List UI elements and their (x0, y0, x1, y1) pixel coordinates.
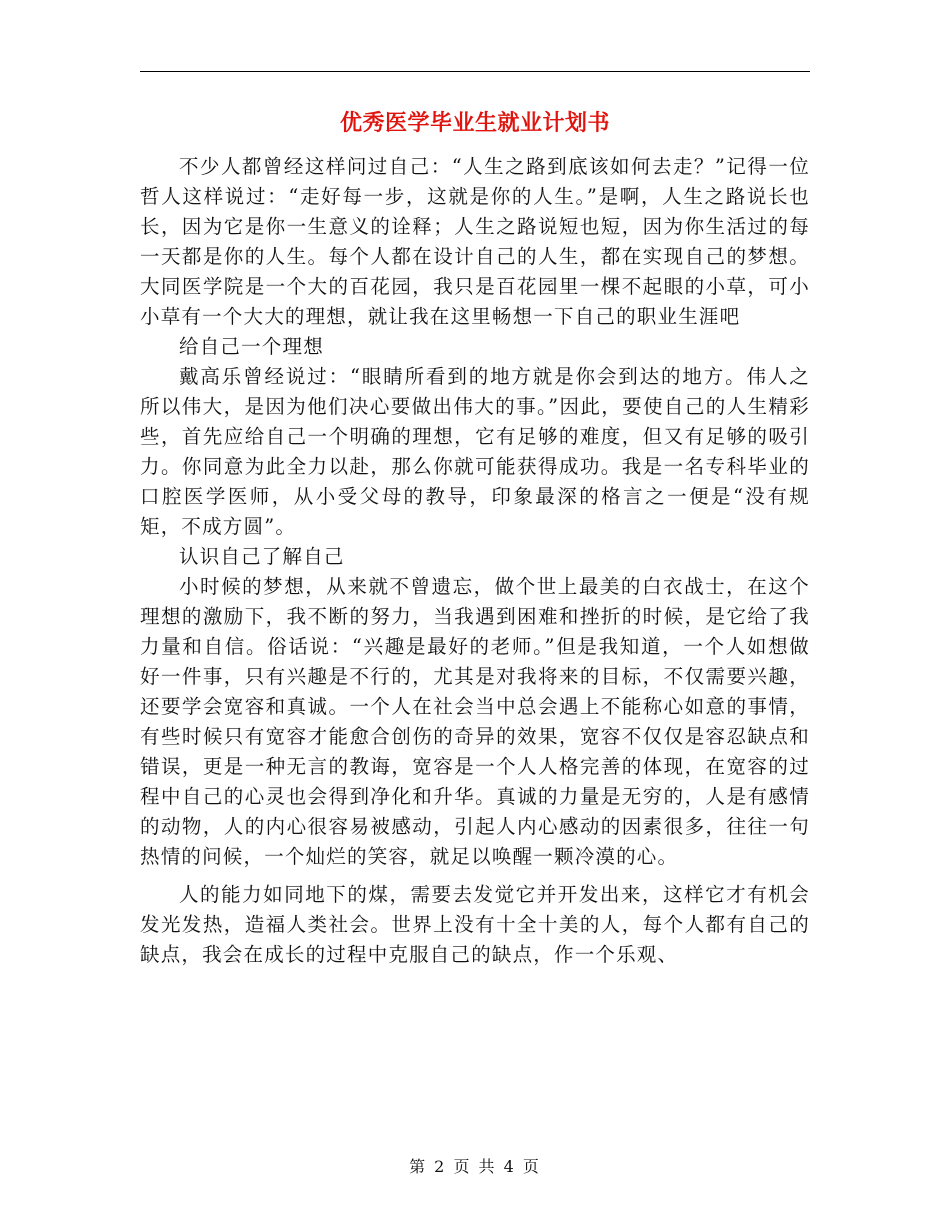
paragraph-ideal: 戴高乐曾经说过：“眼睛所看到的地方就是你会到达的地方。伟人之所以伟大，是因为他们决心要做出伟大的事。”因此，要使自己的人生精彩些，首先应给自己一个明确的理想，它有足够的难度，但又有足够的吸引力。你同意为此全力以赴，那么你就可能获得成功。我是一名专科毕业的口腔医学医师，从小受父母的教导，印象最深的格言之一便是“没有规矩，不成方圆”。 (140, 365, 810, 538)
paragraph-self-knowledge: 小时候的梦想，从来就不曾遗忘，做个世上最美的白衣战士，在这个理想的激励下，我不断的努力，当我遇到困难和挫折的时候，是它给了我力量和自信。俗话说：“兴趣是最好的老师。”但是我知道，一个人如想做好一件事，只有兴趣是不行的，尤其是对我将来的目标，不仅需要兴趣，还要学会宽容和真诚。一个人在社会当中总会遇上不能称心如意的事情，有些时候只有宽容才能愈合创伤的奇异的效果，宽容不仅仅是容忍缺点和错误，更是一种无言的教诲，宽容是一个人人格完善的体现，在宽容的过程中自己的心灵也会得到净化和升华。真诚的力量是无穷的，人是有感情的动物，人的内心很容易被感动，引起人内心感动的因素很多，往往一句热情的问候，一个灿烂的笑容，就足以唤醒一颗冷漠的心。 (140, 575, 810, 868)
page-number: 第 2 页 共 4 页 (409, 1157, 541, 1176)
section-heading-self-knowledge: 认识自己了解自己 (179, 545, 345, 568)
paragraph-ability: 人的能力如同地下的煤，需要去发觉它并开发出来，这样它才有机会发光发热，造福人类社会。世界上没有十全十美的人，每个人都有自己的缺点，我会在成长的过程中克服自己的缺点，作一个乐观、 (140, 883, 810, 966)
header-rule (140, 71, 810, 72)
section-heading-ideal: 给自己一个理想 (179, 335, 324, 358)
document-title: 优秀医学毕业生就业计划书 (339, 111, 610, 136)
paragraph-intro: 不少人都曾经这样问过自己：“人生之路到底该如何去走？”记得一位哲人这样说过：“走好每一步，这就是你的人生。”是啊，人生之路说长也长，因为它是你一生意义的诠释；人生之路说短也短，因为你生活过的每一天都是你的人生。每个人都在设计自己的人生，都在实现自己的梦想。大同医学院是一个大的百花园，我只是百花园里一棵不起眼的小草，可小小草有一个大大的理想，就让我在这里畅想一下自己的职业生涯吧 (140, 155, 810, 328)
document-body (140, 152, 810, 970)
